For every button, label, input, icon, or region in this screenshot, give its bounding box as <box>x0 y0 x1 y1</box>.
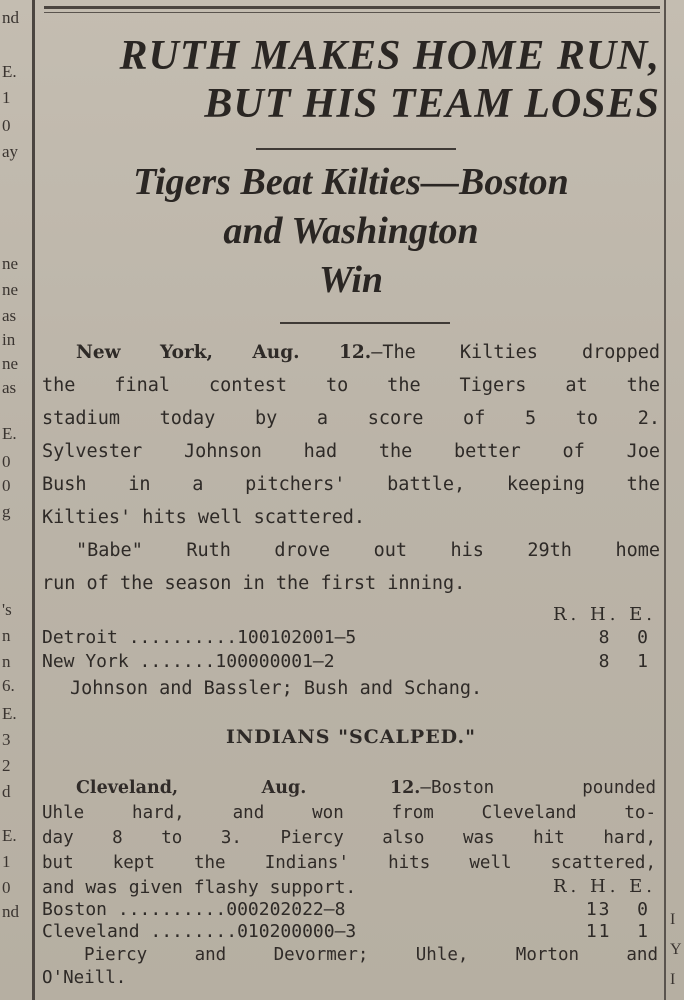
subheadline <box>40 158 662 305</box>
left-column-fragment: 1 <box>2 852 11 871</box>
story-2-subhead: INDIANS "SCALPED." <box>226 726 476 748</box>
left-column-fragment: 's <box>2 600 12 619</box>
line-score-hits-errors: 11 1 <box>585 921 650 942</box>
story-1-batteries <box>70 674 658 704</box>
subheadline-line-1: Tigers Beat Kilties—Boston <box>133 161 569 203</box>
line-score-team: Cleveland ........010200000—3 <box>42 921 357 942</box>
story-1-line: Sylvester Johnson had the better of Joe <box>42 441 660 462</box>
left-column-fragment: 1 <box>2 88 11 107</box>
adjacent-column-fragments <box>0 0 30 1000</box>
line-score-hits-errors: 13 0 <box>585 899 650 920</box>
story-1-line: Bush in a pitchers' battle, keeping the <box>42 474 660 495</box>
left-column-fragment: n <box>2 626 11 645</box>
story-2-line: Uhle hard, and won from Cleveland to- <box>42 803 656 823</box>
left-column-fragment: ay <box>2 142 19 161</box>
line-score-team: Boston ..........000202022—8 <box>42 899 346 920</box>
story-1-line: run of the season in the first inning. <box>42 573 466 594</box>
left-column-fragment: in <box>2 330 16 349</box>
story-2-first-line <box>42 776 656 801</box>
story-1-paragraph-2 <box>42 534 660 600</box>
top-rule-thin <box>44 12 660 13</box>
left-column-fragment: E. <box>2 704 17 723</box>
subheadline-line-3: Win <box>318 259 384 301</box>
left-column-fragment: E. <box>2 424 17 443</box>
left-column-fragment: n <box>2 652 11 671</box>
left-column-fragment: 3 <box>2 730 11 749</box>
headline-rule <box>256 148 456 150</box>
left-column-fragment: ne <box>2 354 19 373</box>
line-score-row <box>42 898 658 922</box>
top-rule <box>44 6 660 9</box>
story-1-line: stadium today by a score of 5 to 2. <box>42 408 660 429</box>
right-column-fragment: I <box>670 971 676 988</box>
left-column-fragment: E. <box>2 62 17 81</box>
left-column-fragment: nd <box>2 8 19 27</box>
story-1-first-line <box>42 336 660 369</box>
story-2-line: but kept the Indians' hits well scattered, <box>42 853 656 873</box>
left-column-fragment: as <box>2 378 17 397</box>
line-score-row <box>42 920 658 944</box>
left-column-fragment: g <box>2 502 11 521</box>
headline-line-2: BUT HIS TEAM LOSES <box>204 81 660 127</box>
story-1-paragraph-1 <box>42 336 660 534</box>
story-1-line: the final contest to the Tigers at the <box>42 375 660 396</box>
left-column-fragment: E. <box>2 826 17 845</box>
left-column-fragment: nd <box>2 902 19 921</box>
right-column-fragment: I <box>670 911 676 928</box>
story-2-line: day 8 to 3. Piercy also was hit hard, <box>42 828 656 848</box>
column-rule-left <box>32 0 35 1000</box>
story-2-rhe-header: R. H. E. <box>553 876 656 897</box>
story-2-paragraph <box>42 776 656 876</box>
batteries-text: Piercy and Devormer; Uhle, Morton and <box>84 945 658 965</box>
story-1-rhe-header: R. H. E. <box>553 604 656 625</box>
line-score-row <box>42 650 658 674</box>
story-1-line: "Babe" Ruth drove out his 29th home <box>76 540 660 561</box>
column-rule-right <box>664 0 666 1000</box>
story-1-dateline: New York, Aug. 12. <box>76 342 372 363</box>
story-2-batteries <box>84 944 658 967</box>
subheadline-rule <box>280 322 450 324</box>
headline <box>44 32 660 128</box>
left-column-fragment: 0 <box>2 116 11 135</box>
story-2-batteries-end: O'Neill. <box>42 968 127 988</box>
line-score-row <box>42 626 658 650</box>
left-column-fragment: 0 <box>2 452 11 471</box>
line-score-hits-errors: 8 1 <box>598 651 650 672</box>
line-score-hits-errors: 8 0 <box>598 627 650 648</box>
subheadline-line-2: and Washington <box>223 210 479 252</box>
story-2-line: —Boston pounded <box>420 778 656 798</box>
right-column-fragments <box>670 905 684 995</box>
batteries-text: Johnson and Bassler; Bush and Schang. <box>70 678 483 699</box>
left-column-fragment: 2 <box>2 756 11 775</box>
line-score-team: Detroit ..........100102001—5 <box>42 627 357 648</box>
left-column-fragment: as <box>2 306 17 325</box>
left-column-fragment: d <box>2 782 11 801</box>
story-2-last-line: and was given flashy support. <box>42 877 357 898</box>
left-column-fragment: 6. <box>2 676 15 695</box>
story-1-line: Kilties' hits well scattered. <box>42 507 366 528</box>
left-column-fragment: 0 <box>2 878 11 897</box>
left-column-fragment: ne <box>2 254 19 273</box>
left-column-fragment: 0 <box>2 476 11 495</box>
headline-line-1: RUTH MAKES HOME RUN, <box>119 33 660 79</box>
line-score-team: New York .......100000001—2 <box>42 651 335 672</box>
right-column-fragment: Y <box>670 941 682 958</box>
story-1-line: —The Kilties dropped <box>371 342 660 363</box>
left-column-fragment: ne <box>2 280 19 299</box>
story-2-dateline: Cleveland, Aug. 12. <box>76 778 421 798</box>
